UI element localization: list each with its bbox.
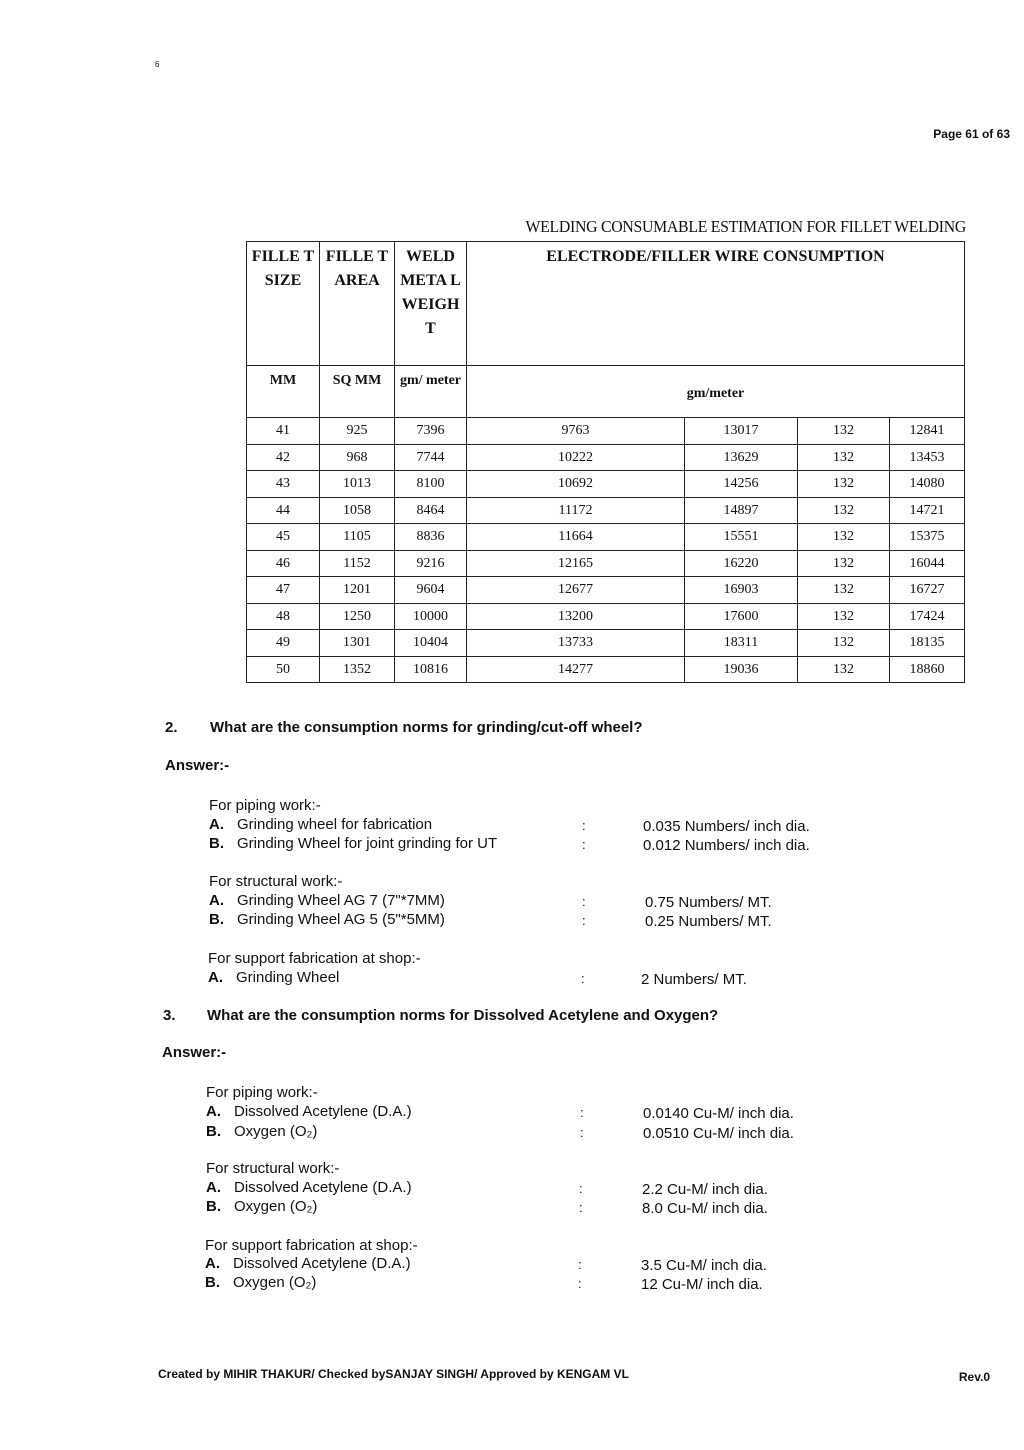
- q3-structural-heading: For structural work:-: [206, 1160, 340, 1177]
- item-label: A.: [208, 969, 223, 986]
- table-cell: 11172: [467, 497, 685, 524]
- table-cell: 132: [798, 497, 890, 524]
- table-cell: 12677: [467, 577, 685, 604]
- table-cell: 1352: [320, 656, 395, 683]
- q2-number: 2.: [165, 719, 178, 736]
- q3-piping-a-value: 0.0140 Cu-M/ inch dia.: [643, 1105, 794, 1122]
- table-cell: 15375: [890, 524, 965, 551]
- colon: :: [579, 1200, 583, 1215]
- table-cell: 12165: [467, 550, 685, 577]
- table-cell: 9216: [395, 550, 467, 577]
- item-text: Grinding Wheel AG 7 (7"*7MM): [237, 892, 445, 909]
- table-cell: 44: [247, 497, 320, 524]
- table-row: [247, 603, 965, 630]
- q3-support-a-value: 3.5 Cu-M/ inch dia.: [641, 1257, 767, 1274]
- table-cell: 132: [798, 550, 890, 577]
- table-cell: 14256: [685, 471, 798, 498]
- table-row: [247, 444, 965, 471]
- q3-structural-b-value: 8.0 Cu-M/ inch dia.: [642, 1200, 768, 1217]
- unit-weight: gm/ meter: [395, 366, 467, 418]
- item-text: Dissolved Acetylene (D.A.): [233, 1255, 411, 1272]
- table-cell: 15551: [685, 524, 798, 551]
- item-label: B.: [206, 1123, 221, 1140]
- q2-piping-a-value: 0.035 Numbers/ inch dia.: [643, 818, 810, 835]
- table-cell: 13629: [685, 444, 798, 471]
- table-row: [247, 524, 965, 551]
- header-fillet-area: FILLE T AREA: [320, 242, 395, 366]
- table-cell: 46: [247, 550, 320, 577]
- colon: :: [578, 1257, 582, 1272]
- table-cell: 16903: [685, 577, 798, 604]
- colon: :: [582, 894, 586, 909]
- q3-question: [163, 1007, 718, 1024]
- header-fillet-size: FILLE T SIZE: [247, 242, 320, 366]
- q2-piping-b: [209, 834, 497, 853]
- footer-revision: Rev.0: [958, 1370, 990, 1384]
- table-row: [247, 471, 965, 498]
- table-cell: 18135: [890, 630, 965, 657]
- table-cell: 16727: [890, 577, 965, 604]
- table-cell: 14277: [467, 656, 685, 683]
- table-cell: 14897: [685, 497, 798, 524]
- q3-text: What are the consumption norms for Dissolved Acetylene and Oxygen?: [207, 1007, 719, 1024]
- item-text: Grinding Wheel for joint grinding for UT: [237, 835, 498, 852]
- stray-mark: 6: [155, 60, 160, 69]
- item-label: B.: [205, 1274, 220, 1291]
- table-cell: 9763: [467, 418, 685, 445]
- table-cell: 13733: [467, 630, 685, 657]
- table-cell: 18311: [685, 630, 798, 657]
- table-cell: 14080: [890, 471, 965, 498]
- table-cell: 132: [798, 630, 890, 657]
- table-cell: 49: [247, 630, 320, 657]
- item-text: Oxygen (O₂): [234, 1198, 318, 1215]
- table-cell: 8464: [395, 497, 467, 524]
- table-cell: 132: [798, 603, 890, 630]
- colon: :: [582, 913, 586, 928]
- q2-structural-b: [209, 910, 445, 929]
- q2-support-heading: For support fabrication at shop:-: [208, 950, 421, 967]
- table-cell: 18860: [890, 656, 965, 683]
- colon: :: [582, 818, 586, 833]
- table-row: [247, 656, 965, 683]
- q2-piping-heading: For piping work:-: [209, 797, 321, 814]
- table-row: [247, 550, 965, 577]
- q3-support-b: [205, 1273, 316, 1292]
- table-cell: 1105: [320, 524, 395, 551]
- table-row: [247, 497, 965, 524]
- q3-piping-b-value: 0.0510 Cu-M/ inch dia.: [643, 1125, 794, 1142]
- q2-piping-a: [209, 815, 432, 834]
- q3-piping-b: [206, 1122, 317, 1141]
- colon: :: [580, 1105, 584, 1120]
- item-text: Dissolved Acetylene (D.A.): [234, 1179, 412, 1196]
- table-cell: 9604: [395, 577, 467, 604]
- q3-answer-label: Answer:-: [162, 1044, 227, 1061]
- table-cell: 8836: [395, 524, 467, 551]
- table-cell: 1301: [320, 630, 395, 657]
- table-cell: 50: [247, 656, 320, 683]
- item-label: A.: [206, 1103, 221, 1120]
- table-cell: 132: [798, 577, 890, 604]
- q2-answer-label: Answer:-: [165, 757, 230, 774]
- unit-area: SQ MM: [320, 366, 395, 418]
- table-cell: 17600: [685, 603, 798, 630]
- item-label: A.: [205, 1255, 220, 1272]
- table-cell: 48: [247, 603, 320, 630]
- table-cell: 132: [798, 444, 890, 471]
- table-cell: 41: [247, 418, 320, 445]
- q2-support-a-value: 2 Numbers/ MT.: [641, 971, 747, 988]
- table-cell: 10816: [395, 656, 467, 683]
- unit-consumption: gm/meter: [467, 366, 965, 418]
- table-body: [247, 418, 965, 683]
- table-cell: 13200: [467, 603, 685, 630]
- q3-piping-heading: For piping work:-: [206, 1084, 318, 1101]
- consumable-table: [246, 241, 965, 683]
- table-cell: 13017: [685, 418, 798, 445]
- header-consumption: ELECTRODE/FILLER WIRE CONSUMPTION: [467, 242, 965, 366]
- table-row: [247, 418, 965, 445]
- table-cell: 10000: [395, 603, 467, 630]
- table-cell: 1013: [320, 471, 395, 498]
- q2-question: [165, 719, 643, 736]
- item-label: A.: [209, 892, 224, 909]
- table-cell: 12841: [890, 418, 965, 445]
- table-cell: 16220: [685, 550, 798, 577]
- q3-support-b-value: 12 Cu-M/ inch dia.: [641, 1276, 763, 1293]
- table-cell: 7744: [395, 444, 467, 471]
- table-cell: 45: [247, 524, 320, 551]
- q3-structural-a: [206, 1178, 412, 1197]
- header-weld-metal-weight: WELD META L WEIGH T: [395, 242, 467, 366]
- q3-number: 3.: [163, 1007, 176, 1024]
- table-cell: 10404: [395, 630, 467, 657]
- q3-piping-a: [206, 1102, 412, 1121]
- table-cell: 1152: [320, 550, 395, 577]
- item-label: A.: [206, 1179, 221, 1196]
- q2-text: What are the consumption norms for grinding/cut-off wheel?: [210, 719, 643, 736]
- table-cell: 42: [247, 444, 320, 471]
- table-row: [247, 577, 965, 604]
- table-cell: 925: [320, 418, 395, 445]
- table-cell: 1201: [320, 577, 395, 604]
- item-text: Grinding Wheel AG 5 (5"*5MM): [237, 911, 445, 928]
- unit-size: MM: [247, 366, 320, 418]
- table-cell: 10692: [467, 471, 685, 498]
- item-label: B.: [209, 835, 224, 852]
- footer-credits: Created by MIHIR THAKUR/ Checked bySANJAY SINGH/ Approved by KENGAM VL: [158, 1367, 629, 1381]
- q3-support-heading: For support fabrication at shop:-: [205, 1237, 418, 1254]
- q2-piping-b-value: 0.012 Numbers/ inch dia.: [643, 837, 810, 854]
- colon: :: [581, 971, 585, 986]
- q2-support-a: [208, 968, 339, 987]
- table-cell: 17424: [890, 603, 965, 630]
- q3-structural-b: [206, 1197, 317, 1216]
- table-cell: 132: [798, 471, 890, 498]
- table-cell: 47: [247, 577, 320, 604]
- item-text: Oxygen (O₂): [234, 1123, 318, 1140]
- page-number: Page 61 of 63: [933, 127, 1010, 141]
- q2-structural-a-value: 0.75 Numbers/ MT.: [645, 894, 772, 911]
- table-cell: 1058: [320, 497, 395, 524]
- colon: :: [582, 837, 586, 852]
- q2-structural-heading: For structural work:-: [209, 873, 343, 890]
- item-text: Oxygen (O₂): [233, 1274, 317, 1291]
- colon: :: [580, 1125, 584, 1140]
- q3-support-a: [205, 1254, 411, 1273]
- table-row: [247, 630, 965, 657]
- table-cell: 10222: [467, 444, 685, 471]
- colon: :: [579, 1181, 583, 1196]
- table-cell: 14721: [890, 497, 965, 524]
- table-cell: 16044: [890, 550, 965, 577]
- item-label: A.: [209, 816, 224, 833]
- colon: :: [578, 1276, 582, 1291]
- item-text: Dissolved Acetylene (D.A.): [234, 1103, 412, 1120]
- q2-structural-a: [209, 891, 445, 910]
- table-cell: 11664: [467, 524, 685, 551]
- q3-structural-a-value: 2.2 Cu-M/ inch dia.: [642, 1181, 768, 1198]
- table-cell: 8100: [395, 471, 467, 498]
- table-cell: 968: [320, 444, 395, 471]
- table-cell: 19036: [685, 656, 798, 683]
- q2-structural-b-value: 0.25 Numbers/ MT.: [645, 913, 772, 930]
- table-cell: 43: [247, 471, 320, 498]
- item-text: Grinding Wheel: [236, 969, 340, 986]
- table-cell: 7396: [395, 418, 467, 445]
- table-cell: 132: [798, 524, 890, 551]
- table-cell: 132: [798, 418, 890, 445]
- table-cell: 132: [798, 656, 890, 683]
- item-label: B.: [206, 1198, 221, 1215]
- item-text: Grinding wheel for fabrication: [237, 816, 433, 833]
- table-cell: 13453: [890, 444, 965, 471]
- table-title: WELDING CONSUMABLE ESTIMATION FOR FILLET WELDING: [525, 217, 966, 236]
- item-label: B.: [209, 911, 224, 928]
- table-cell: 1250: [320, 603, 395, 630]
